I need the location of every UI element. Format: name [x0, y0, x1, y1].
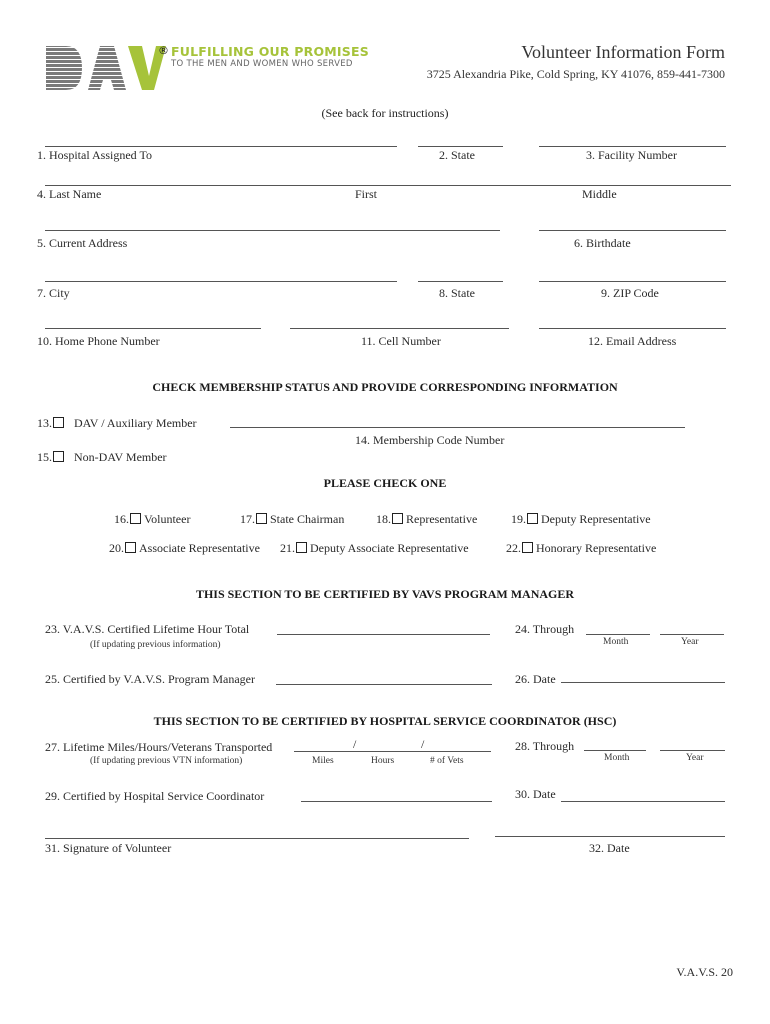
birthdate-label: 6. Birthdate — [574, 236, 631, 250]
volunteer-label: Volunteer — [144, 512, 191, 526]
miles-hours-slash: / — [353, 737, 357, 751]
hsc-date-label: 30. Date — [515, 787, 556, 801]
hospital-assigned-label: 1. Hospital Assigned To — [37, 148, 152, 162]
cell-number-label: 11. Cell Number — [361, 334, 441, 348]
representative-label: Representative — [406, 512, 478, 526]
honorary-representative-number: 22. — [506, 541, 521, 555]
volunteer-checkbox[interactable] — [130, 513, 141, 524]
honorary-representative-label: Honorary Representative — [536, 541, 657, 555]
certified-vavs-manager-line[interactable] — [276, 684, 492, 685]
email-line[interactable] — [539, 328, 726, 329]
signature-date-line[interactable] — [495, 836, 725, 837]
city-line[interactable] — [45, 281, 397, 282]
hours-vets-slash: / — [421, 737, 425, 751]
vavs-month-label: Month — [603, 637, 629, 647]
dav-logo-mark — [44, 44, 174, 92]
home-phone-line[interactable] — [45, 328, 261, 329]
home-phone-label: 10. Home Phone Number — [37, 334, 160, 348]
hsc-date-line[interactable] — [561, 801, 725, 802]
current-address-line[interactable] — [45, 230, 500, 231]
vavs-through-label: 24. Through — [515, 622, 575, 636]
logo-subtagline: TO THE MEN AND WOMEN WHO SERVED — [171, 59, 353, 69]
hsc-through-year-line[interactable] — [660, 750, 725, 751]
vavs-heading: THIS SECTION TO BE CERTIFIED BY VAVS PROGRAM MANAGER — [195, 587, 575, 601]
associate-representative-label: Associate Representative — [139, 541, 260, 555]
birthdate-line[interactable] — [539, 230, 726, 231]
hospital-assigned-line[interactable] — [45, 146, 397, 147]
lifetime-hour-note: (If updating previous information) — [90, 640, 221, 650]
deputy-representative-number: 19. — [511, 512, 526, 526]
lifetime-miles-line[interactable] — [294, 751, 491, 752]
dav-logo — [44, 44, 374, 92]
certified-hsc-line[interactable] — [301, 801, 492, 802]
check-one-heading: PLEASE CHECK ONE — [323, 476, 447, 490]
volunteer-option[interactable] — [114, 512, 190, 527]
state-chairman-label: State Chairman — [270, 512, 345, 526]
lifetime-hour-total-line[interactable] — [277, 634, 490, 635]
zip-label: 9. ZIP Code — [601, 286, 659, 300]
name-line[interactable] — [45, 185, 731, 186]
vets-label: # of Vets — [430, 756, 464, 766]
state-chairman-option[interactable] — [240, 512, 344, 527]
form-code: V.A.V.S. 20 — [676, 965, 733, 979]
dav-member-number: 13. — [37, 416, 52, 430]
hsc-year-label: Year — [686, 753, 704, 763]
hsc-through-month-line[interactable] — [584, 750, 646, 751]
certified-vavs-manager-label: 25. Certified by V.A.V.S. Program Manager — [45, 672, 255, 686]
volunteer-signature-label: 31. Signature of Volunteer — [45, 841, 172, 855]
dav-member-option[interactable] — [37, 416, 197, 431]
deputy-representative-label: Deputy Representative — [541, 512, 651, 526]
first-name-label: First — [355, 187, 378, 201]
membership-code-label: 14. Membership Code Number — [355, 433, 505, 447]
non-dav-member-checkbox[interactable] — [53, 451, 64, 462]
vavs-date-label: 26. Date — [515, 672, 556, 686]
non-dav-member-number: 15. — [37, 450, 52, 464]
certified-hsc-label: 29. Certified by Hospital Service Coordinator — [45, 789, 265, 803]
hsc-heading: THIS SECTION TO BE CERTIFIED BY HOSPITAL SERVICE COORDINATOR (HSC) — [153, 714, 617, 728]
state-label: 2. State — [439, 148, 475, 162]
associate-representative-option[interactable] — [109, 541, 260, 556]
volunteer-signature-line[interactable] — [45, 838, 469, 839]
hsc-through-label: 28. Through — [515, 739, 575, 753]
honorary-representative-option[interactable] — [506, 541, 656, 556]
dav-member-label: DAV / Auxiliary Member — [74, 416, 197, 430]
deputy-representative-checkbox[interactable] — [527, 513, 538, 524]
state2-line[interactable] — [418, 281, 503, 282]
lifetime-miles-label: 27. Lifetime Miles/Hours/Veterans Transported — [45, 740, 273, 754]
lifetime-hour-total-label: 23. V.A.V.S. Certified Lifetime Hour Total — [45, 622, 250, 636]
deputy-associate-representative-number: 21. — [280, 541, 295, 555]
dav-member-checkbox[interactable] — [53, 417, 64, 428]
hsc-month-label: Month — [604, 753, 630, 763]
associate-representative-checkbox[interactable] — [125, 542, 136, 553]
current-address-label: 5. Current Address — [37, 236, 128, 250]
vavs-date-line[interactable] — [561, 682, 725, 683]
representative-checkbox[interactable] — [392, 513, 403, 524]
middle-name-label: Middle — [582, 187, 617, 201]
honorary-representative-checkbox[interactable] — [522, 542, 533, 553]
deputy-associate-representative-option[interactable] — [280, 541, 469, 556]
state-line[interactable] — [418, 146, 503, 147]
lifetime-miles-note: (If updating previous VTN information) — [90, 756, 243, 766]
facility-number-line[interactable] — [539, 146, 726, 147]
deputy-representative-option[interactable] — [511, 512, 651, 527]
deputy-associate-representative-checkbox[interactable] — [296, 542, 307, 553]
city-label: 7. City — [37, 286, 70, 300]
zip-line[interactable] — [539, 281, 726, 282]
state-chairman-number: 17. — [240, 512, 255, 526]
last-name-label: 4. Last Name — [37, 187, 102, 201]
representative-number: 18. — [376, 512, 391, 526]
non-dav-member-option[interactable] — [37, 450, 167, 465]
deputy-associate-representative-label: Deputy Associate Representative — [310, 541, 469, 555]
representative-option[interactable] — [376, 512, 477, 527]
non-dav-member-label: Non-DAV Member — [74, 450, 167, 464]
membership-heading: CHECK MEMBERSHIP STATUS AND PROVIDE CORRESPONDING INFORMATION — [152, 380, 618, 394]
form-address: 3725 Alexandria Pike, Cold Spring, KY 41076, 859-441-7300 — [426, 67, 725, 81]
miles-label: Miles — [312, 756, 334, 766]
email-label: 12. Email Address — [588, 334, 677, 348]
form-title: Volunteer Information Form — [521, 42, 725, 62]
associate-representative-number: 20. — [109, 541, 124, 555]
cell-number-line[interactable] — [290, 328, 509, 329]
state-chairman-checkbox[interactable] — [256, 513, 267, 524]
instructions-note: (See back for instructions) — [321, 106, 449, 120]
vavs-year-label: Year — [681, 637, 699, 647]
signature-date-label: 32. Date — [589, 841, 630, 855]
volunteer-number: 16. — [114, 512, 129, 526]
logo-tagline: FULFILLING OUR PROMISES — [171, 44, 369, 59]
vavs-through-year-line[interactable] — [660, 634, 724, 635]
state2-label: 8. State — [439, 286, 475, 300]
membership-code-line[interactable] — [230, 427, 685, 428]
hours-label: Hours — [371, 756, 395, 766]
registered-mark: ® — [158, 44, 169, 57]
vavs-through-month-line[interactable] — [586, 634, 650, 635]
facility-number-label: 3. Facility Number — [586, 148, 677, 162]
